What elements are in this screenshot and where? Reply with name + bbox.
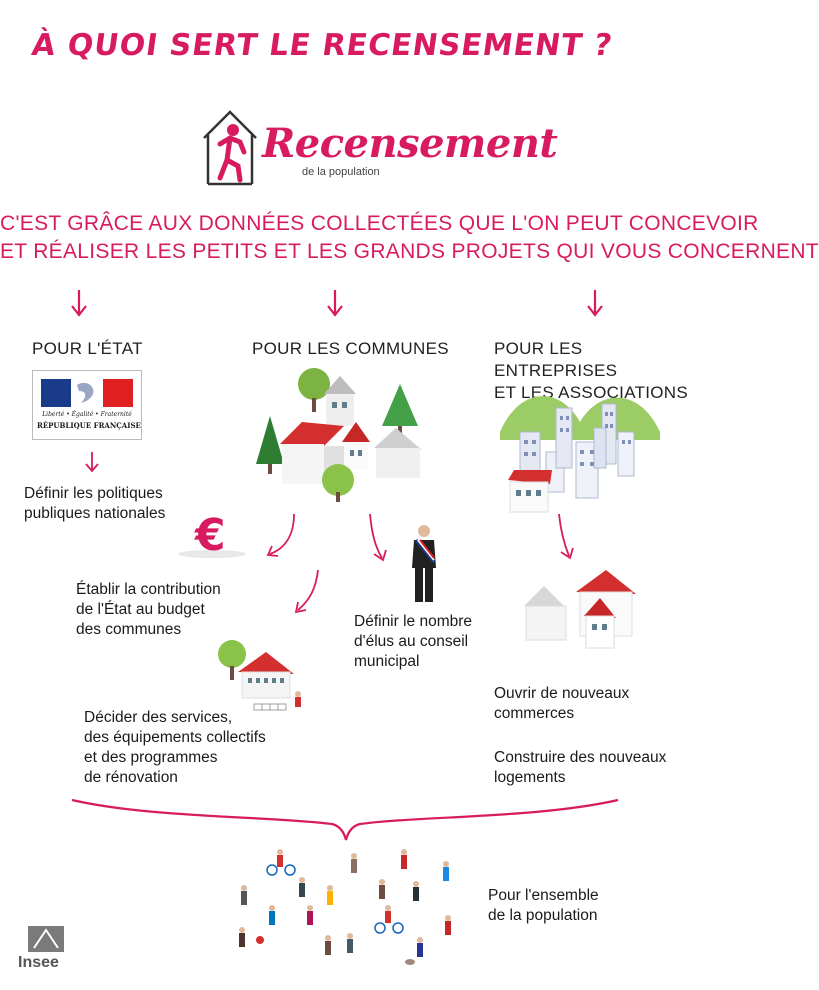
item-services-line-4: de rénovation — [84, 769, 178, 786]
heading-etat: POUR L'ÉTAT — [32, 339, 143, 358]
insee-label: Insee — [18, 954, 59, 971]
crowd-illustration — [232, 846, 472, 972]
item-contribution-line-3: des communes — [76, 621, 182, 638]
republique-name: RÉPUBLIQUE FRANÇAISE — [37, 421, 141, 430]
item-population-line-2: de la population — [488, 907, 598, 924]
heading-entreprises-line-1: POUR LES ENTREPRISES — [494, 339, 618, 380]
item-logements — [494, 748, 666, 788]
insee-logo-icon — [28, 926, 64, 952]
heading-communes: POUR LES COMMUNES — [252, 339, 449, 358]
item-elus-line-3: municipal — [354, 653, 420, 670]
item-services — [84, 708, 266, 788]
marianne-icon — [41, 379, 133, 407]
item-contribution-line-2: de l'État au budget — [76, 601, 205, 618]
item-politiques-line-1: Définir les politiques — [24, 485, 163, 502]
arrow-down-icon — [84, 450, 100, 474]
item-politiques — [24, 484, 165, 524]
curved-arrow-icon — [364, 512, 394, 564]
item-elus-line-2: d'élus au conseil — [354, 633, 469, 650]
brace-divider — [70, 794, 620, 844]
item-commerces — [494, 684, 629, 724]
item-elus-line-1: Définir le nombre — [354, 613, 473, 630]
curved-arrow-icon — [264, 510, 304, 560]
republique-motto: Liberté • Égalité • Fraternité — [42, 411, 132, 418]
item-services-line-2: des équipements collectifs — [84, 729, 266, 746]
village-illustration — [252, 364, 442, 504]
arrow-down-icon — [585, 288, 605, 318]
item-services-line-1: Décider des services, — [84, 709, 233, 726]
item-contribution — [76, 580, 221, 640]
item-commerces-line-1: Ouvrir de nouveaux — [494, 685, 630, 702]
curved-arrow-icon — [555, 512, 581, 562]
item-commerces-line-2: commerces — [494, 705, 575, 722]
item-population — [488, 886, 599, 926]
item-elus — [354, 612, 472, 672]
city-illustration — [500, 392, 660, 522]
recensement-logo-icon — [200, 108, 260, 188]
houses-illustration — [520, 566, 650, 656]
intro-line-1: C'EST GRÂCE AUX DONNÉES COLLECTÉES QUE L'ON PEUT CONCEVOIR — [0, 212, 759, 235]
curved-arrow-icon — [290, 566, 326, 616]
item-logements-line-2: logements — [494, 769, 566, 786]
item-services-line-3: et des programmes — [84, 749, 218, 766]
intro-line-2: ET RÉALISER LES PETITS ET LES GRANDS PROJETS QUI VOUS CONCERNENT — [0, 240, 819, 263]
item-contribution-line-1: Établir la contribution — [76, 581, 221, 598]
euro-symbol: € — [195, 510, 226, 561]
page-title: À QUOI SERT LE RECENSEMENT ? — [29, 28, 615, 63]
item-population-line-1: Pour l'ensemble — [488, 887, 599, 904]
mayor-illustration — [404, 522, 444, 604]
item-politiques-line-2: publiques nationales — [24, 505, 166, 522]
republique-francaise-logo — [32, 370, 142, 440]
item-logements-line-1: Construire des nouveaux — [494, 749, 667, 766]
arrow-down-icon — [69, 288, 89, 318]
arrow-down-icon — [325, 288, 345, 318]
heading-entreprises-line-2: ET LES ASSOCIATIONS — [494, 383, 689, 402]
logo-wordmark: Recensement — [262, 120, 558, 167]
logo-subtitle: de la population — [302, 166, 380, 178]
